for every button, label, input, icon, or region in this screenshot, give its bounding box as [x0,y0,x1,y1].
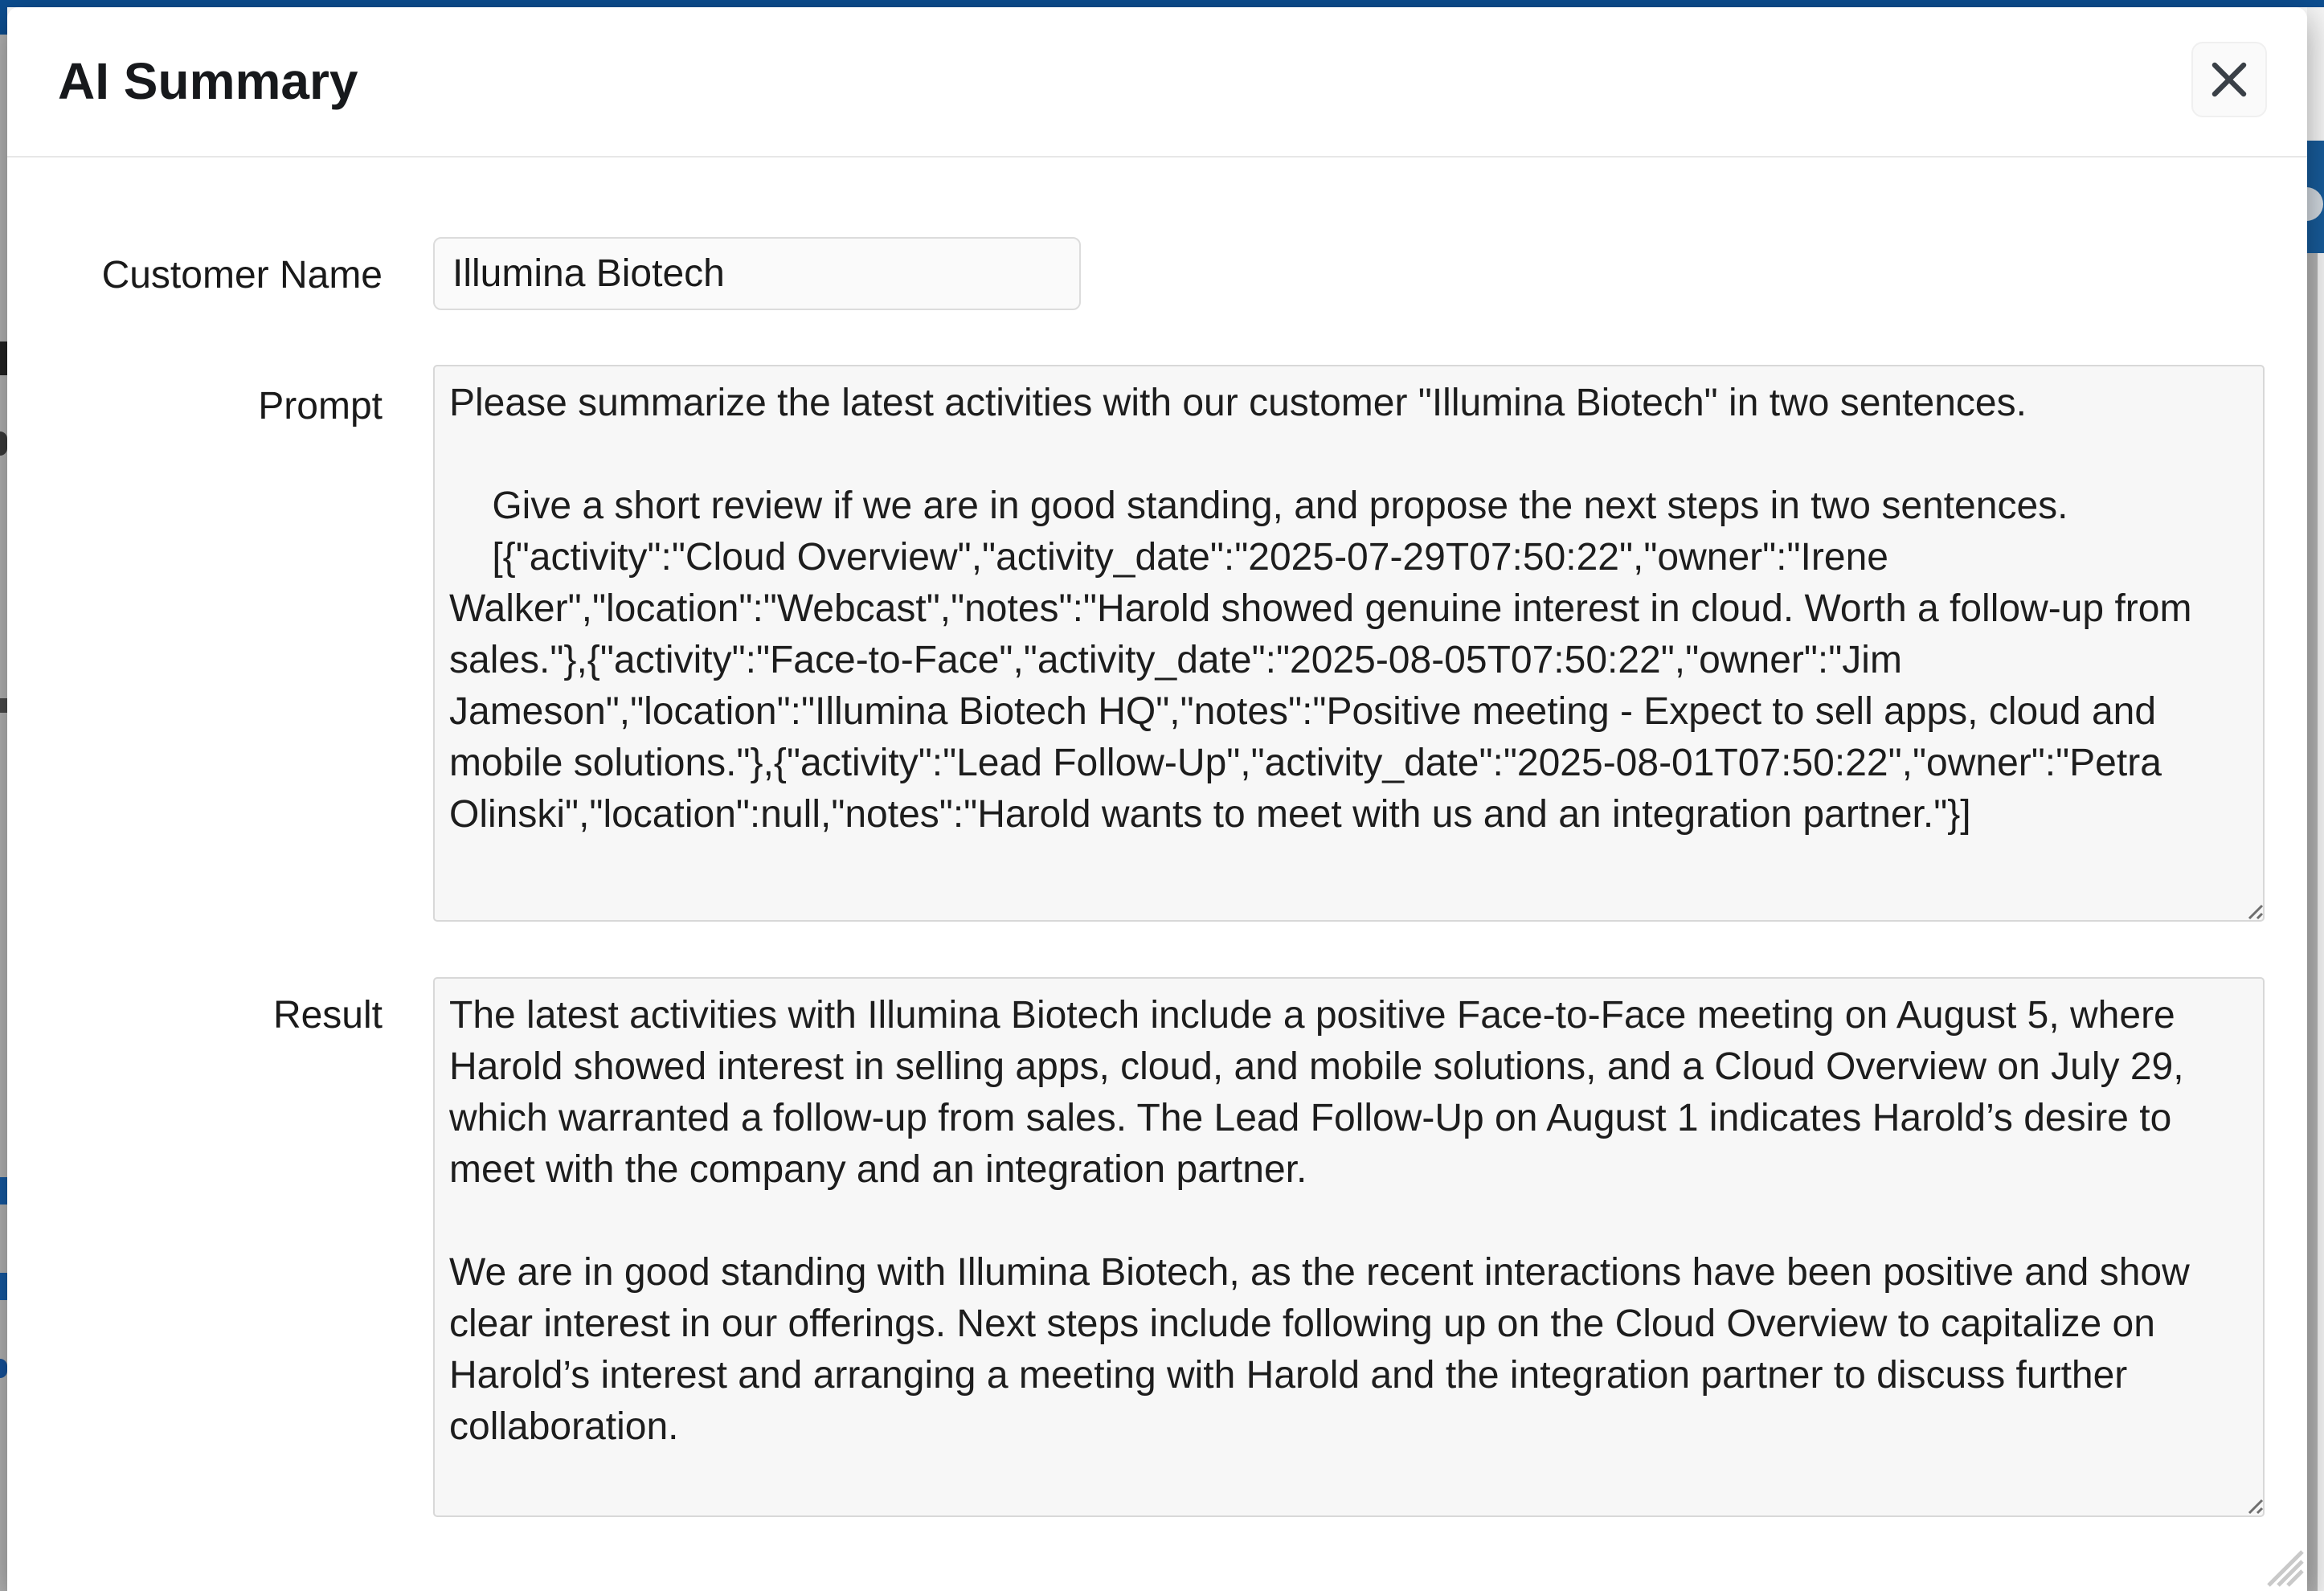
page-title: AI Summary [58,52,358,110]
backdrop-left-blue-fragment [0,0,7,35]
result-textarea[interactable] [433,977,2265,1517]
backdrop-right-blue-section [2307,141,2324,253]
backdrop-left-dark-fragment [0,342,7,375]
backdrop-left-blue-dot [0,1359,7,1378]
backdrop-left-blue-bit-2 [0,1273,7,1300]
backdrop-left-dash-fragment [0,698,7,713]
prompt-label: Prompt [258,385,383,427]
close-button[interactable] [2191,42,2267,117]
dialog-resize-grip-icon[interactable] [2265,1548,2304,1587]
prompt-resize-handle-icon[interactable] [2241,898,2264,920]
customer-name-label: Customer Name [101,254,383,297]
backdrop-circle-fragment [2307,187,2323,221]
customer-name-input[interactable] [433,237,1081,310]
backdrop-right-strip-far [2318,253,2324,1591]
close-icon [2210,60,2248,99]
ai-summary-dialog [7,7,2307,1591]
backdrop-left-blue-bit-1 [0,1177,7,1204]
dialog-header [7,7,2307,157]
backdrop-right-strip-top [2307,7,2324,141]
result-label: Result [272,994,383,1037]
backdrop-left-strip [0,7,7,1591]
result-resize-handle-icon[interactable] [2241,1492,2264,1515]
backdrop-left-curve-fragment [0,431,7,456]
prompt-textarea[interactable] [433,365,2265,922]
backdrop-topbar [0,0,2324,7]
backdrop-right-strip-bottom [2307,253,2318,1591]
